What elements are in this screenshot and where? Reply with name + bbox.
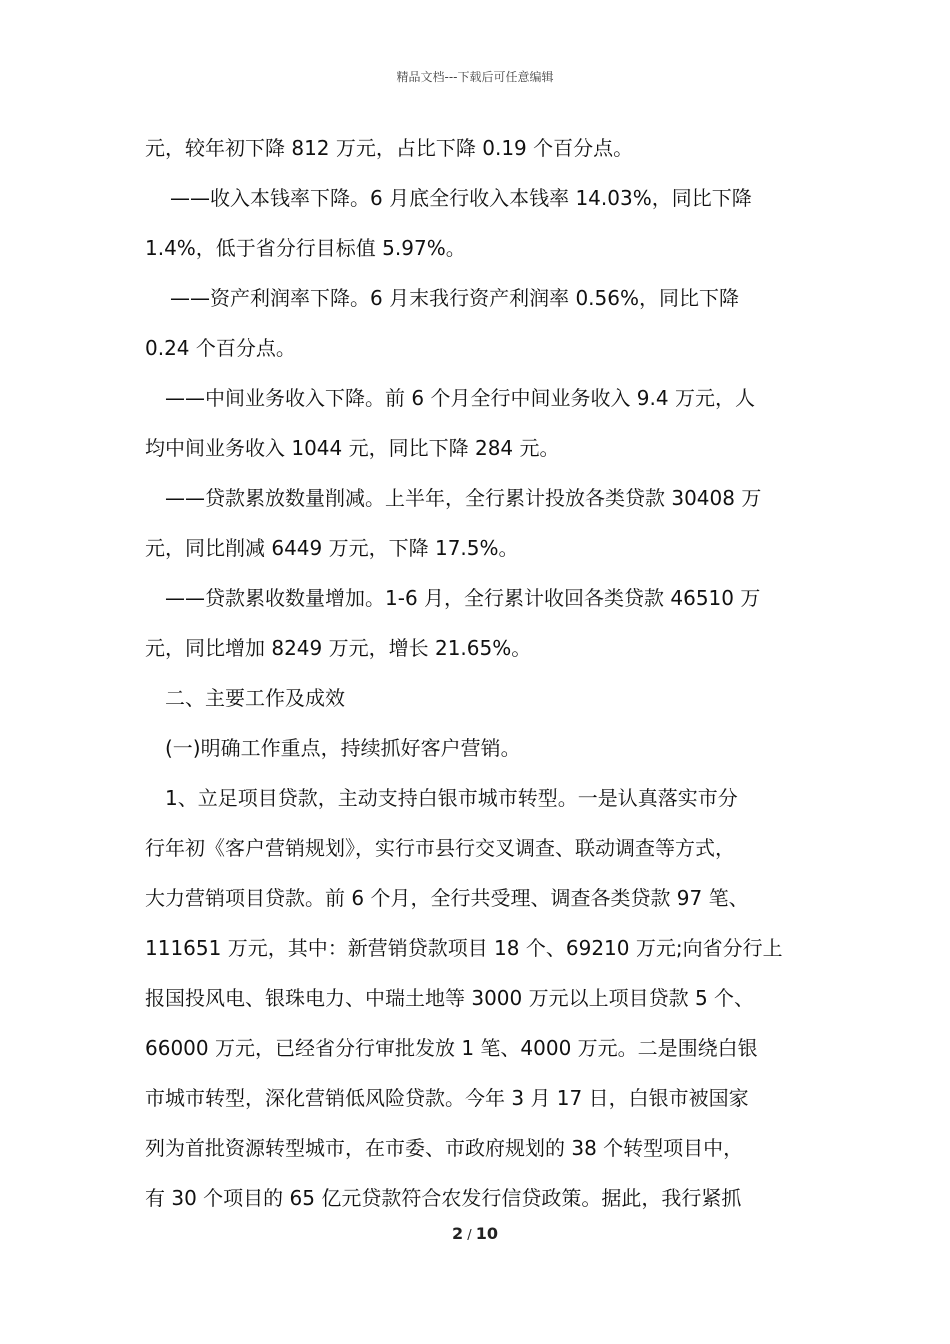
paragraph-line: 元，同比增加 8249 万元，增长 21.65%。 [145,636,532,660]
paragraph-line: ——资产利润率下降。6 月末我行资产利润率 0.56%，同比下降 [170,286,739,310]
paragraph-line: 1.4%，低于省分行目标值 5.97%。 [145,236,466,260]
paragraph-line: ——中间业务收入下降。前 6 个月全行中间业务收入 9.4 万元，人 [165,386,755,410]
paragraph-line: 1、立足项目贷款，主动支持白银市城市转型。一是认真落实市分 [165,786,738,810]
paragraph-line: 均中间业务收入 1044 元，同比下降 284 元。 [145,436,560,460]
page-header: 精品文档---下载后可任意编辑 [396,70,554,84]
page-current: 2 [451,1224,464,1243]
paragraph-line: ——贷款累放数量削减。上半年，全行累计投放各类贷款 30408 万 [165,486,762,510]
paragraph-line: 有 30 个项目的 65 亿元贷款符合农发行信贷政策。据此，我行紧抓 [145,1186,742,1210]
paragraph-line: 市城市转型，深化营销低风险贷款。今年 3 月 17 日，白银市被国家 [145,1086,749,1110]
paragraph-line: ——收入本钱率下降。6 月底全行收入本钱率 14.03%，同比下降 [170,186,752,210]
paragraph-line: ——贷款累收数量增加。1-6 月，全行累计收回各类贷款 46510 万 [165,586,761,610]
paragraph-line: 行年初《客户营销规划》，实行市县行交叉调查、联动调查等方式， [145,836,735,860]
paragraph-line: 报国投风电、银珠电力、中瑞土地等 3000 万元以上项目贷款 5 个、 [145,986,755,1010]
section-heading: 二、主要工作及成效 [165,686,345,710]
paragraph-line: 大力营销项目贷款。前 6 个月，全行共受理、调查各类贷款 97 笔、 [145,886,749,910]
paragraph-line: 元，较年初下降 812 万元，占比下降 0.19 个百分点。 [145,136,634,160]
paragraph-line: 111651 万元，其中：新营销贷款项目 18 个、69210 万元;向省分行上 [145,936,783,960]
paragraph-line: 66000 万元，已经省分行审批发放 1 笔、4000 万元。二是围绕白银 [145,1036,758,1060]
paragraph-line: 0.24 个百分点。 [145,336,296,360]
subsection-heading: (一)明确工作重点，持续抓好客户营销。 [165,736,521,760]
paragraph-line: 元，同比削减 6449 万元，下降 17.5%。 [145,536,519,560]
page-number: 2 / 10 [451,1224,499,1243]
page-total: 10 [475,1224,499,1243]
paragraph-line: 列为首批资源转型城市，在市委、市政府规划的 38 个转型项目中， [145,1136,744,1160]
